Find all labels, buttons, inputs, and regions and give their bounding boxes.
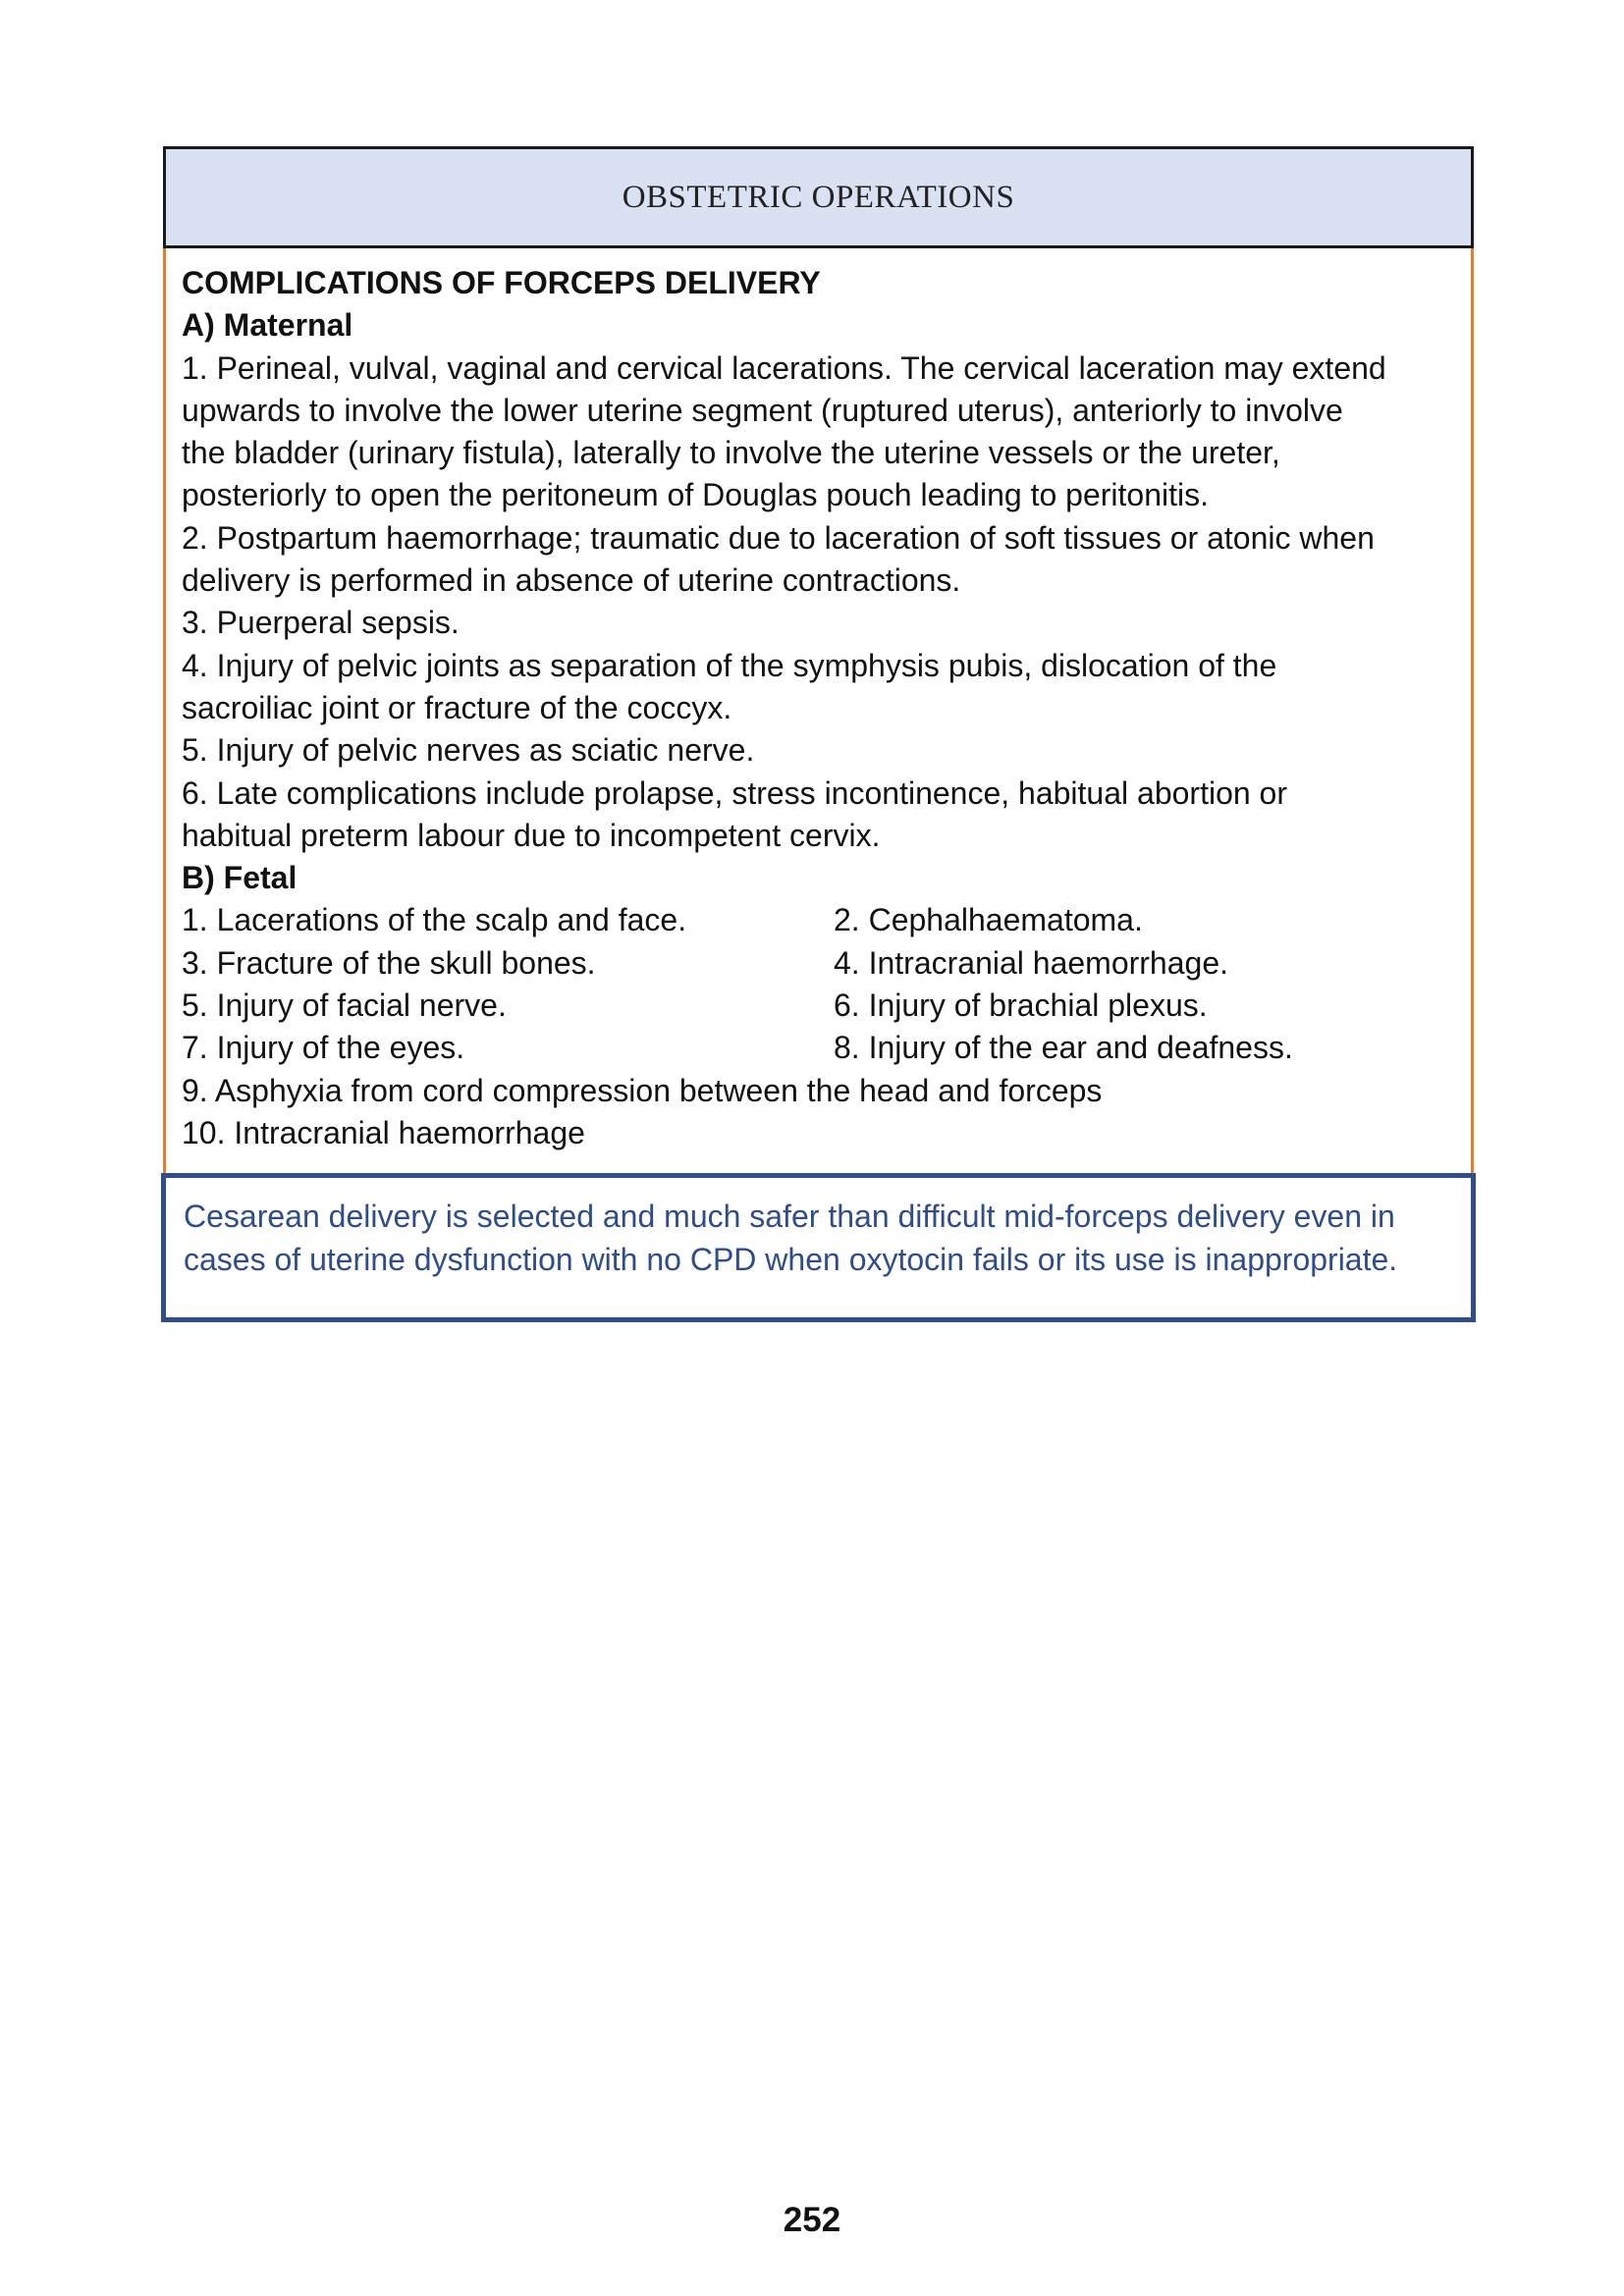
- fetal-row: [182, 985, 1455, 1027]
- maternal-line: the bladder (urinary fistula), laterally to involve the uterine vessels or the ureter,: [182, 435, 1280, 471]
- fetal-item: 5. Injury of facial nerve.: [182, 988, 507, 1024]
- note-line: cases of uterine dysfunction with no CPD when oxytocin fails or its use is inappropriate.: [184, 1241, 1398, 1277]
- page-number: 252: [783, 2201, 841, 2239]
- fetal-item: 6. Injury of brachial plexus.: [834, 988, 1208, 1024]
- fetal-heading: B) Fetal: [182, 860, 298, 896]
- fetal-row: [182, 1027, 1455, 1069]
- maternal-heading: A) Maternal: [182, 307, 353, 344]
- fetal-line: 9. Asphyxia from cord compression between the head and forceps: [182, 1072, 1103, 1108]
- chapter-header: [163, 146, 1474, 248]
- maternal-line: 1. Perineal, vulval, vaginal and cervical lacerations. The cervical laceration may extend: [182, 349, 1386, 386]
- fetal-item: 8. Injury of the ear and deafness.: [834, 1030, 1293, 1066]
- note-line: Cesarean delivery is selected and much safer than difficult mid-forceps delivery even in: [184, 1199, 1395, 1234]
- fetal-item: 1. Lacerations of the scalp and face.: [182, 902, 687, 938]
- maternal-line: delivery is performed in absence of uterine contractions.: [182, 562, 961, 599]
- fetal-item: 4. Intracranial haemorrhage.: [834, 944, 1228, 981]
- maternal-line: 4. Injury of pelvic joints as separation of the symphysis pubis, dislocation of the: [182, 647, 1277, 683]
- fetal-row: [182, 899, 1455, 941]
- maternal-line: sacroiliac joint or fracture of the coccyx.: [182, 689, 732, 725]
- maternal-line: 2. Postpartum haemorrhage; traumatic due to laceration of soft tissues or atonic when: [182, 519, 1375, 556]
- maternal-line: posteriorly to open the peritoneum of Douglas pouch leading to peritonitis.: [182, 477, 1209, 513]
- note-box: [161, 1173, 1476, 1322]
- maternal-line: habitual preterm labour due to incompetent cervix.: [182, 817, 881, 853]
- fetal-item: 2. Cephalhaematoma.: [834, 902, 1143, 938]
- content-box: [163, 248, 1474, 1173]
- fetal-item: 7. Injury of the eyes.: [182, 1030, 465, 1066]
- section-heading: COMPLICATIONS OF FORCEPS DELIVERY: [182, 265, 821, 300]
- fetal-line: 10. Intracranial haemorrhage: [182, 1114, 585, 1150]
- fetal-item: 3. Fracture of the skull bones.: [182, 944, 596, 981]
- maternal-line: upwards to involve the lower uterine segment (ruptured uterus), anteriorly to involve: [182, 392, 1343, 428]
- chapter-title: OBSTETRIC OPERATIONS: [622, 179, 1015, 215]
- maternal-line: 6. Late complications include prolapse, stress incontinence, habitual abortion or: [182, 774, 1287, 811]
- maternal-line: 5. Injury of pelvic nerves as sciatic nerve.: [182, 732, 755, 769]
- fetal-row: [182, 942, 1455, 985]
- maternal-line: 3. Puerperal sepsis.: [182, 605, 460, 641]
